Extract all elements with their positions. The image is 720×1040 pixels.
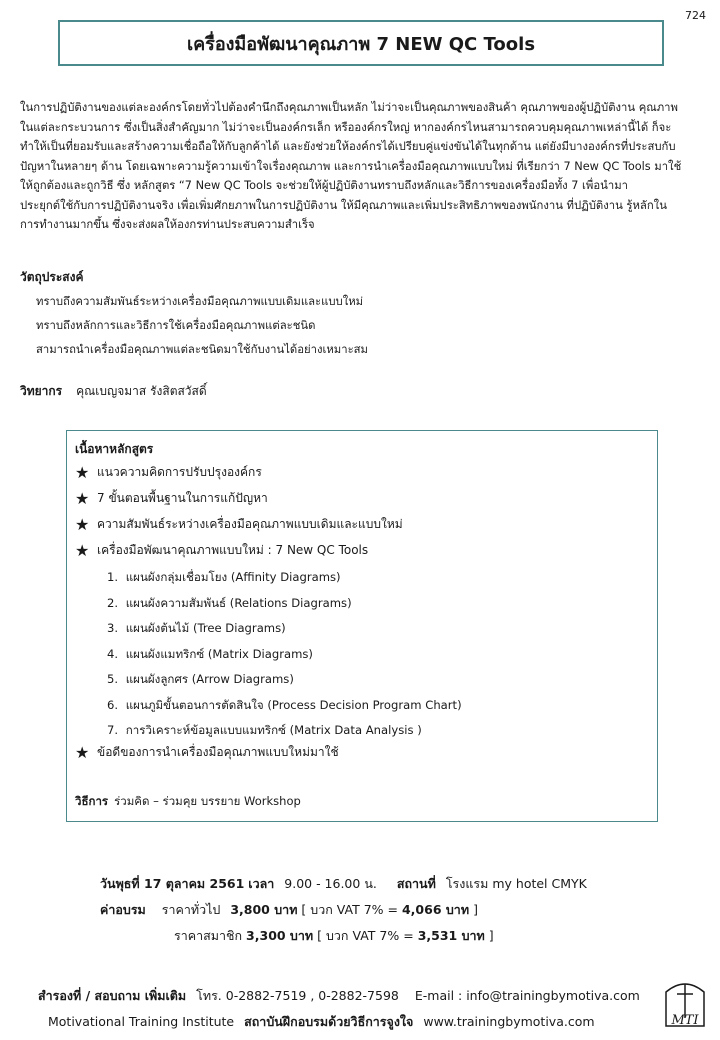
general-price: 3,800 บาท [230, 902, 298, 917]
tool-text: แผนผังต้นไม้ (Tree Diagrams) [125, 621, 286, 635]
objective-item: ทราบถึงความสัมพันธ์ระหว่างเครื่องมือคุณภาพแบบเดิมและแบบใหม่ [36, 295, 364, 308]
content-heading: เนื้อหาหลักสูตร [75, 442, 154, 456]
speaker-name: คุณเบญจมาส รังสิตสวัสดิ์ [76, 384, 207, 398]
schedule [100, 874, 587, 894]
title-box [58, 20, 664, 66]
method-label: วิธีการ [75, 794, 109, 808]
tool-number: 1. [107, 570, 119, 584]
tool-text: แผนภูมิขั้นตอนการตัดสินใจ (Process Decision Program Chart) [125, 697, 462, 712]
bracket-close: ] [473, 902, 478, 917]
intro-line: ประยุกต์ใช้กับการปฏิบัติงานจริง เพื่อเพิ่มศักยภาพในการปฏิบัติงาน ให้มีคุณภาพและเพิ่มประสิทธิภาพของพนักงาน ที่ปฏิบัติงาน รู้หลักใน [20, 198, 667, 212]
method-text: ร่วมคิด – ร่วมคุย บรรยาย Workshop [114, 794, 301, 808]
email[interactable]: E-mail : info@trainingbymotiva.com [414, 988, 640, 1003]
tool-number: 2. [107, 595, 119, 610]
logo-text: MTI [671, 1013, 699, 1028]
contact [38, 986, 640, 1006]
tool-text: การวิเคราะห์ข้อมูลแบบแมทริกซ์ (Matrix Data Analysis ) [125, 723, 422, 737]
topic-text: เครื่องมือพัฒนาคุณภาพแบบใหม่ : 7 New QC Tools [97, 543, 369, 557]
tool-number: 6. [107, 697, 119, 712]
bracket-close: ] [488, 928, 494, 943]
topic-item [75, 743, 339, 762]
venue: โรงแรม my hotel CMYK [445, 876, 587, 891]
contact-label: สำรองที่ / สอบถาม เพิ่มเติม [38, 988, 187, 1003]
intro-line: ปัญหาในหลายๆ ด้าน โดยเฉพาะความรู้ความเข้าใจเรื่องคุณภาพ และการนำเครื่องมือคุณภาพแบบใหม่ ที่เรียกว่า 7 New QC Tools มาใช้ [20, 159, 682, 173]
phone-numbers: 0-2882-7519 , 0-2882-7598 [225, 988, 399, 1003]
topic-item [75, 515, 403, 534]
tool-number: 3. [107, 621, 119, 635]
tool-item [107, 693, 462, 719]
tool-number: 7. [107, 723, 119, 737]
institute [48, 1012, 595, 1032]
general-label: ราคาทั่วไป [161, 902, 221, 917]
star-icon: ★ [75, 541, 90, 560]
intro-line: ในการปฏิบัติงานของแต่ละองค์กรโดยทั่วไปต้องคำนึกถึงคุณภาพเป็นหลัก ไม่ว่าจะเป็นคุณภาพของสินค้า คุณภาพของผู้ปฏิบัติงาน คุณภาพ [20, 101, 678, 114]
tool-item [107, 591, 462, 617]
objective-item: สามารถนำเครื่องมือคุณภาพแต่ละชนิดมาใช้กับงานได้อย่างเหมาะสม [36, 343, 368, 356]
member-vat-amount: 3,531 บาท [417, 928, 485, 943]
topic-item [75, 489, 268, 508]
topic-text: ข้อดีของการนำเครื่องมือคุณภาพแบบใหม่มาใช้ [97, 745, 339, 759]
institute-name-th: สถาบันฝึกอบรมด้วยวิธีการจูงใจ [244, 1014, 414, 1029]
page-title: เครื่องมือพัฒนาคุณภาพ 7 NEW QC Tools [186, 33, 536, 55]
fee-general [100, 900, 478, 920]
member-price: 3,300 บาท [246, 928, 314, 943]
star-icon: ★ [75, 743, 90, 762]
tool-text: แผนผังความสัมพันธ์ (Relations Diagrams) [125, 595, 352, 610]
institute-name-en: Motivational Training Institute [48, 1014, 235, 1029]
topic-text: ความสัมพันธ์ระหว่างเครื่องมือคุณภาพแบบเดิมและแบบใหม่ [97, 517, 403, 531]
tool-item [107, 616, 462, 642]
member-label: ราคาสมาชิก [174, 928, 243, 943]
page-number: 724 [685, 9, 706, 22]
tools-list [107, 565, 462, 744]
general-vat-amount: 4,066 บาท [401, 902, 470, 917]
tool-text: แผนผังลูกศร (Arrow Diagrams) [125, 672, 294, 686]
phone-label: โทร. [196, 988, 222, 1003]
general-vat-prefix: [ บวก VAT 7% = [301, 902, 398, 917]
tool-text: แผนผังแมทริกซ์ (Matrix Diagrams) [125, 646, 313, 661]
intro-line: การทำงานมากขึ้น ซึ่งจะส่งผลให้องกรท่านประสบความสำเร็จ [20, 218, 315, 231]
website-link[interactable]: www.trainingbymotiva.com [423, 1014, 595, 1029]
intro-line: ทำให้เป็นที่ยอมรับและสร้างความเชื่อถือให้กับลูกค้าได้ และยังช่วยให้องค์กรได้เปรียบคู่แข่งขันได้ในทุกด้าน แต่ยังมีบางองค์กรที่ประสบกับ [20, 140, 676, 153]
schedule-date: วันพุธที่ 17 ตุลาคม 2561 [100, 876, 245, 891]
topic-text: แนวความคิดการปรับปรุงองค์กร [97, 465, 262, 479]
mti-logo-icon [664, 978, 706, 1028]
fee-label: ค่าอบรม [100, 902, 146, 917]
tool-item [107, 642, 462, 668]
schedule-time: 9.00 - 16.00 น. [284, 876, 377, 891]
fee-member [174, 926, 494, 946]
star-icon: ★ [75, 489, 90, 508]
tool-item [107, 667, 462, 693]
method [75, 793, 301, 811]
star-icon: ★ [75, 463, 90, 482]
tool-number: 5. [107, 672, 119, 686]
member-vat-prefix: [ บวก VAT 7% = [317, 928, 414, 943]
tool-item [107, 718, 462, 744]
intro-paragraph [20, 98, 700, 235]
topic-item [75, 541, 368, 560]
topic-item [75, 463, 262, 482]
objective-item: ทราบถึงหลักการและวิธีการใช้เครื่องมือคุณภาพแต่ละชนิด [36, 319, 316, 332]
venue-label: สถานที่ [396, 876, 436, 891]
speaker [20, 382, 207, 401]
intro-line: ให้ถูกต้องและถูกวิธี ซึ่ง หลักสูตร “7 New QC Tools จะช่วยให้ผู้ปฏิบัติงานทราบถึงหลักและวิธีการของเครื่องมือทั้ง 7 เพื่อนำมา [20, 179, 629, 192]
objectives-list [36, 290, 368, 362]
star-icon: ★ [75, 515, 90, 534]
objectives-heading: วัตถุประสงค์ [20, 270, 84, 284]
tool-item [107, 565, 462, 591]
schedule-time-label: เวลา [248, 876, 275, 891]
topic-text: 7 ขั้นตอนพื้นฐานในการแก้ปัญหา [97, 491, 268, 505]
speaker-label: วิทยากร [20, 384, 63, 398]
tool-text: แผนผังกลุ่มเชื่อมโยง (Affinity Diagrams) [125, 570, 341, 584]
tool-number: 4. [107, 646, 119, 661]
intro-line: ในแต่ละกระบวนการ ซึ่งเป็นสิ่งสำคัญมาก ไม่ว่าจะเป็นองค์กรเล็ก หรือองค์กรใหญ่ หากองค์กรไหนสามารถควบคุมคุณภาพเหล่านี้ได้ ก็จะ [20, 120, 672, 134]
course-content-box [66, 430, 658, 822]
